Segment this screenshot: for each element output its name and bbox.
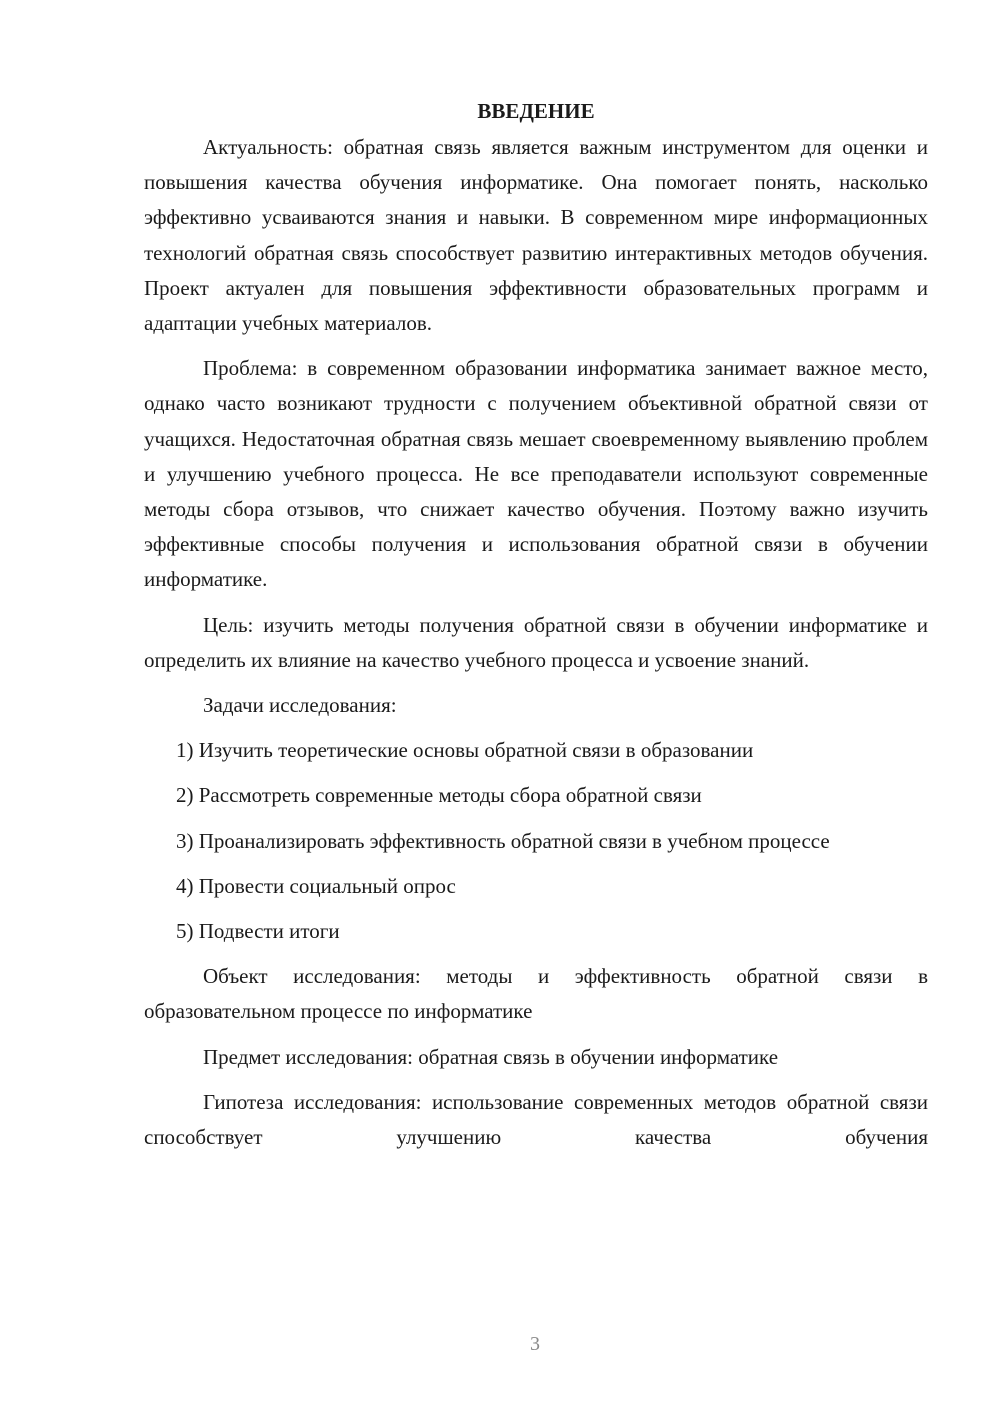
section-heading: ВВЕДЕНИЕ <box>477 99 595 123</box>
problem-paragraph: Проблема: в современном образовании информатика занимает важное место, однако часто возникают трудности с получением объективной обратной связи от учащихся. Недостаточная обратная связь мешает своевременному выявлению проблем и улучшению учебного процесса. Не все преподаватели используют современные методы сбора отзывов, что снижает качество обучения. Поэтому важно изучить эффективные способы получения и использования обратной связи в обучении информатике. <box>144 356 928 592</box>
hypothesis-paragraph: Гипотеза исследования: использование современных методов обратной связи способствует улучшению качества обучения <box>144 1089 928 1150</box>
page-number: 3 <box>530 1333 540 1355</box>
tasks-intro: Задачи исследования: <box>203 693 397 718</box>
task-item-5: 5) Подвести итоги <box>176 919 340 944</box>
relevance-paragraph: Актуальность: обратная связь является важным инструментом для оценки и повышения качества обучения информатике. Она помогает понять, насколько эффективно усваиваются знания и навыки. В современном мире информационных технологий обратная связь способствует развитию интерактивных методов обучения. Проект актуален для повышения эффективности образовательных программ и адаптации учебных материалов. <box>144 135 928 336</box>
object-paragraph: Объект исследования: методы и эффективность обратной связи в образовательном процессе по информатике <box>144 964 928 1024</box>
goal-paragraph: Цель: изучить методы получения обратной связи в обучении информатике и определить их влияние на качество учебного процесса и усвоение знаний. <box>144 612 928 672</box>
task-item-1: 1) Изучить теоретические основы обратной связи в образовании <box>176 738 754 763</box>
subject-paragraph: Предмет исследования: обратная связь в обучении информатике <box>203 1044 779 1069</box>
page-content <box>144 94 928 1165</box>
task-item-3: 3) Проанализировать эффективность обратной связи в учебном процессе <box>176 828 830 853</box>
task-item-2: 2) Рассмотреть современные методы сбора обратной связи <box>176 783 702 808</box>
task-item-4: 4) Провести социальный опрос <box>176 873 456 898</box>
